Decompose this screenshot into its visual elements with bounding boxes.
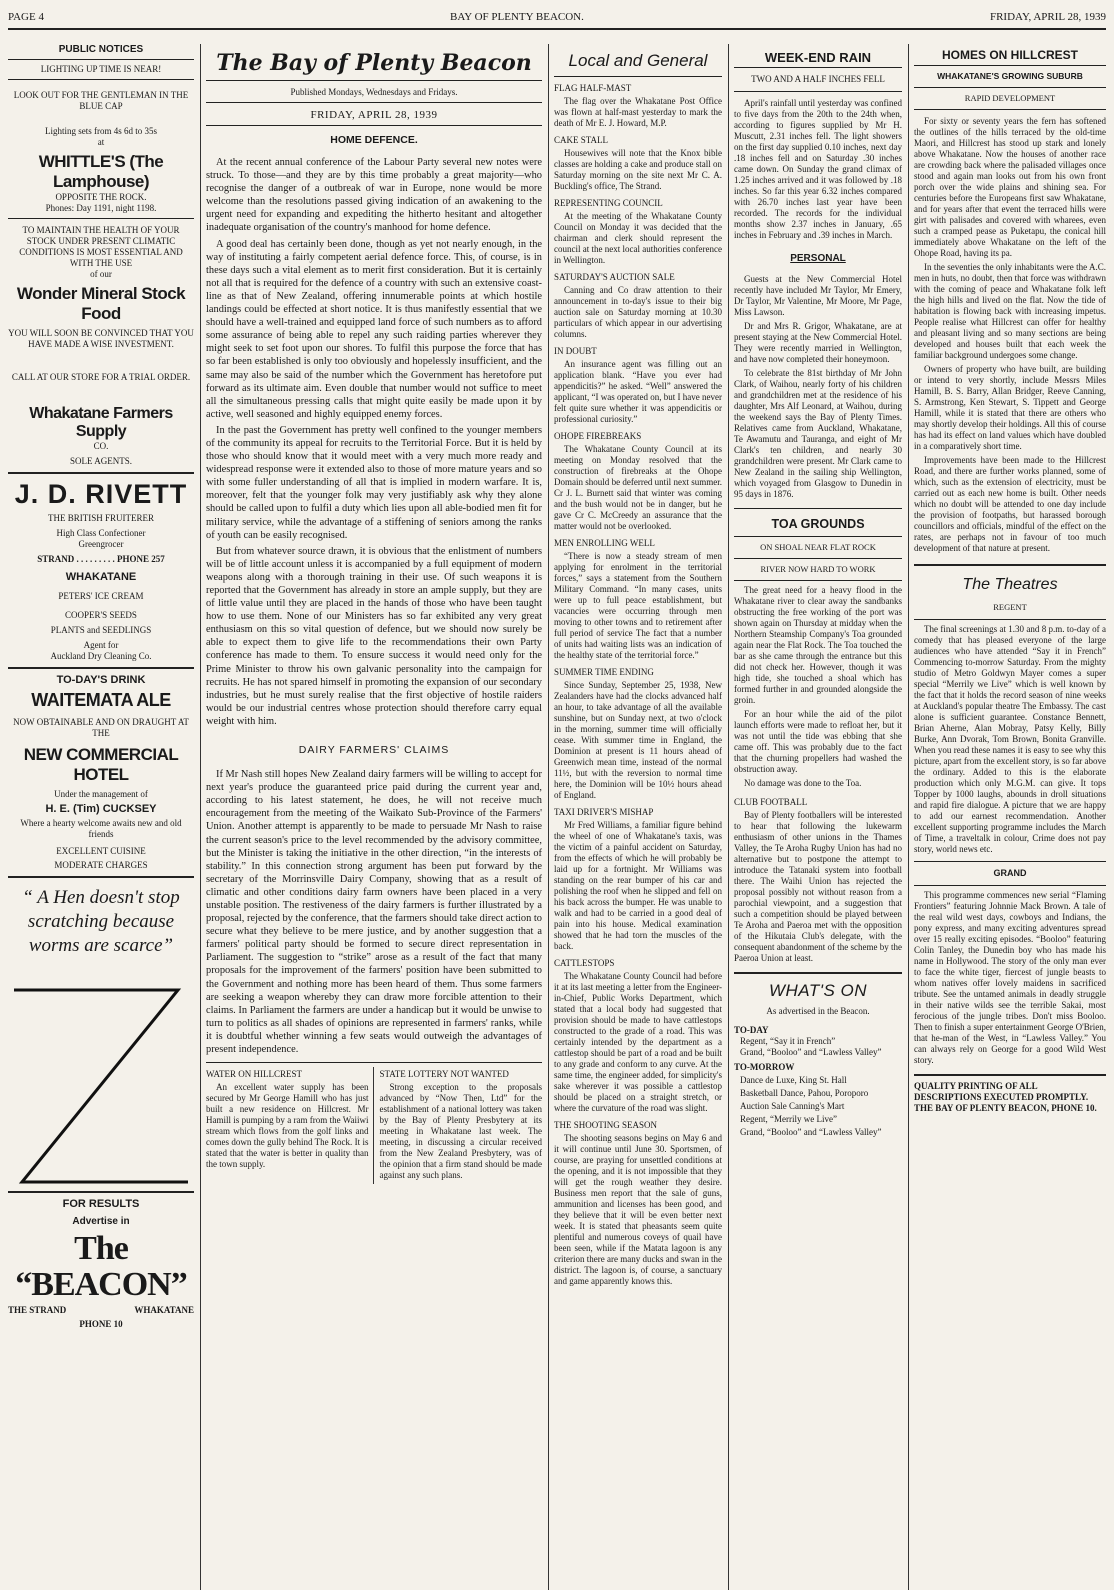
newspaper-name: BAY OF PLENTY BEACON. bbox=[450, 11, 584, 23]
column-rule bbox=[548, 44, 549, 1590]
rivett-phone: STRAND . . . . . . . . . PHONE 257 bbox=[37, 554, 165, 564]
hillcrest-paragraph: Improvements have been made to the Hillcrest Road, and there are further works planned, some of which, such as the extension of electricity, must be carried out as each new home is built. Other needs which no doubt will be attended to one day include the provision of footpaths, but harassed borough councillors and officials, mindful of the effect on the rates, are perhaps not in favour of too much development of that nature at present. bbox=[914, 455, 1106, 553]
beacon-town: WHAKATANE bbox=[134, 1305, 194, 1315]
page-number: PAGE 4 bbox=[8, 11, 44, 23]
rivett-confectioner: High Class Confectioner bbox=[56, 528, 146, 538]
news-heading: REPRESENTING COUNCIL bbox=[554, 198, 663, 208]
editorial-date: FRIDAY, APRIL 28, 1939 bbox=[310, 109, 438, 121]
local-general-title: Local and General bbox=[568, 51, 708, 70]
bottom-news-row bbox=[206, 1067, 542, 1184]
waitemata-ale: WAITEMATA ALE bbox=[31, 690, 171, 710]
the-beacon-logo: The “BEACON” bbox=[15, 1230, 187, 1303]
personal-title: PERSONAL bbox=[790, 253, 846, 264]
todays-drink: TO-DAY'S DRINK bbox=[56, 674, 146, 686]
hen-advertisement bbox=[8, 886, 194, 1186]
new-commercial-hotel: NEW COMMERCIAL HOTEL bbox=[23, 745, 179, 784]
hotel-welcome: Where a hearty welcome awaits new and old friends bbox=[20, 818, 182, 839]
toa-sub-2: RIVER NOW HARD TO WORK bbox=[760, 564, 876, 574]
regent-text: The final screenings at 1.30 and 8 p.m. to-day of a comedy that has pleased everyone of the large audiences who have attended “Say it in French” Commencing to-morrow Saturday. From the mighty studio of Metro Goldwyn Mayer comes a super special “Merrily we Live” which is well known by the fact that it holds the record season of nine weeks at Auckland's popular theatre The Embassy. The cast alone is sufficient guarantee. Constance Bennett, Brian Aherne, Alan Mobray, Patsy Kelly, Billy Burke, Ann Dvorak, Tom Brown, Bonita Granville. When you read these names it is easy to see why this picture, apart from the excellent story, is so far above the ordinary. Added to this is the elaborate production which only M.G.M. can give. It tops Topper by 1000 laughs, abounds in droll situations and rapid fire dialogue. A picture that we are happy to add our earnest recommendation. Another excellent supporting programme includes the March of Time, a traveltalk in colour, Crime does not pay story, world news etc. bbox=[914, 624, 1106, 854]
advertise-in: Advertise in bbox=[72, 1216, 130, 1227]
news-text: Housewives will note that the Knox bible classes are holding a cake and produce stall on Saturday morning on the site next Mr C. A. Buckling's office, The Strand. bbox=[554, 148, 722, 191]
news-heading: STATE LOTTERY NOT WANTED bbox=[379, 1069, 509, 1080]
hen-quote: “ A Hen doesn't stop scratching because worms are scarce” bbox=[22, 887, 180, 956]
ad-of-our: of our bbox=[90, 269, 112, 279]
listing-item: Regent, “Say it in French” bbox=[740, 1036, 836, 1046]
news-text: An excellent water supply has been secured by Mr George Hamill who has just built a new residence on Hillcrest. Mr Hamill is pumping by a ram from the Waiiwi stream which flows from the golf links and comes down the gully behind The Rock. It is stated that the water is better in quality than the town supply. bbox=[206, 1082, 369, 1170]
news-heading: SUMMER TIME ENDING bbox=[554, 667, 654, 677]
rivett-name: J. D. RIVETT bbox=[14, 479, 188, 509]
dairy-article bbox=[206, 768, 542, 1056]
whittles-phones: Phones: Day 1191, night 1198. bbox=[45, 203, 157, 213]
beacon-address bbox=[8, 1305, 194, 1315]
news-heading: CAKE STALL bbox=[554, 135, 609, 145]
news-heading: OHOPE FIREBREAKS bbox=[554, 431, 642, 441]
now-obtainable: NOW OBTAINABLE AND ON DRAUGHT AT THE bbox=[13, 717, 189, 738]
page-header bbox=[8, 6, 1106, 30]
beacon-street: THE STRAND bbox=[8, 1305, 67, 1315]
ad-lighting-headline: LIGHTING UP TIME IS NEAR! bbox=[40, 64, 162, 74]
article-paragraph: At the recent annual conference of the Labour Party several new notes were struck. To those—and they are by this time probably a great majority—who recognise the danger of a outbreak of war in Europe, none would be more welcome than the resolutions passed giving indication of an awakening to the urgent need for expanding and expediting the hitherto hesitant and altogether inadequate organisation of the country's manhood for home defence. bbox=[206, 157, 542, 234]
header-date: FRIDAY, APRIL 28, 1939 bbox=[989, 11, 1106, 23]
toa-sub-1: ON SHOAL NEAR FLAT ROCK bbox=[760, 542, 876, 552]
tomorrow-heading: TO-MORROW bbox=[734, 1062, 795, 1072]
news-heading: WATER ON HILLCREST bbox=[206, 1069, 302, 1080]
ad-call-store: CALL AT OUR STORE FOR A TRIAL ORDER. bbox=[11, 372, 191, 382]
news-item bbox=[554, 135, 722, 192]
news-heading: FLAG HALF-MAST bbox=[554, 83, 632, 93]
quality-printing: QUALITY PRINTING OF ALL DESCRIPTIONS EXECUTED PROMPTLY. THE BAY OF PLENTY BEACON, PHONE 10. bbox=[914, 1081, 1097, 1113]
published-days: Published Mondays, Wednesdays and Fridays. bbox=[290, 87, 458, 97]
ad-convinced: YOU WILL SOON BE CONVINCED THAT YOU HAVE MADE A WISE INVESTMENT. bbox=[8, 328, 194, 349]
masthead: The Bay of Plenty Beacon bbox=[216, 50, 532, 76]
hillcrest-sub-1: WHAKATANE'S GROWING SUBURB bbox=[937, 71, 1083, 81]
ad-lookout-text: LOOK OUT FOR THE GENTLEMAN IN THE BLUE CAP bbox=[13, 90, 189, 111]
farmers-supply-name: Whakatane Farmers Supply bbox=[29, 405, 173, 440]
hillcrest-column bbox=[914, 44, 1106, 1590]
column-rule bbox=[908, 44, 909, 1590]
news-item bbox=[554, 807, 722, 952]
sole-agents: SOLE AGENTS. bbox=[69, 456, 132, 466]
toa-paragraph: For an hour while the aid of the pilot launch efforts were made to refloat her, but it was not until the tide was ebbing that she came off. This was probably due to the fact that the churning propellers had washed the obstruction away. bbox=[734, 709, 902, 774]
zigzag-graphic bbox=[8, 986, 194, 1186]
plants-seedlings: PLANTS and SEEDLINGS bbox=[50, 625, 152, 635]
news-heading: CATTLESTOPS bbox=[554, 958, 615, 968]
weekend-rain-sub: TWO AND A HALF INCHES FELL bbox=[751, 74, 885, 84]
news-text: The Whakatane County Council at its meeting on Monday resolved that the construction of firebreaks at the Ohope Domain should be deferred until next summer. Cr J. L. Burnett said that winter was coming and the bush would not be in danger, but he gave Cr C. McCreedy an assurance that the matter would not be overlooked. bbox=[554, 444, 722, 531]
local-general-column bbox=[554, 44, 722, 1590]
personal-paragraph: Guests at the New Commercial Hotel recently have included Mr Taylor, Mr Emery, Dr Taylor, Mr Valentine, Mr Moore, Mr Page, Miss Lawson. bbox=[734, 274, 902, 317]
hotel-manager: H. E. (Tim) CUCKSEY bbox=[45, 803, 157, 815]
column-rule bbox=[200, 44, 201, 1590]
listing-item: Grand, “Booloo” and “Lawless Valley” bbox=[740, 1047, 882, 1057]
listing-item: Basketball Dance, Pahou, Poroporo bbox=[740, 1088, 869, 1098]
theatres-title: The Theatres bbox=[962, 576, 1058, 593]
rivett-town: WHAKATANE bbox=[65, 571, 137, 583]
ads-column bbox=[8, 44, 194, 1590]
grand-heading: GRAND bbox=[993, 868, 1027, 878]
dairy-farmers-title: DAIRY FARMERS' CLAIMS bbox=[298, 744, 450, 757]
rivett-fruiterer: THE BRITISH FRUITERER bbox=[47, 513, 154, 523]
listing-item: Auction Sale Canning's Mart bbox=[740, 1101, 845, 1111]
farmers-supply-co: CO. bbox=[93, 441, 109, 451]
article-paragraph: If Mr Nash still hopes New Zealand dairy farmers will be willing to accept for next year's produce the guaranteed price paid during the current year and, according to his latest statement, he does, he will not receive much encouragement from the meeting of the Waikato Sub-Province of the Farmers' Union. Another attempt is apparently to be made to persuade Mr Nash to raise the current season's price to the level recommended by the advisory committee, but the Minister is taking the initiative in the other direction, “in the interests of stability.” In this connection strong argument has been put forward by the secretary of the Morrinsville Dairy Company, showing that as a result of climatic and other conditions dairy farm owners have been placed in a very unstable position. The restiveness of the dairy farmers is further illustrated by a proposal, rejected by the conference, that the farmers should take direct action to secure what they believe to be mere justice, and by another suggestion that a farmers' political party should be formed to secure direct representation in Parliament. The suggestion to “strike” arose as a result of the fact that many proposals for the improvement of the farmers' position have been submitted to the Government and nothing more has been heard of them. Thus some farmers are seeking a weapon whereby they can draw more forcible attention to their claims. In Parliament the farmers are under a handicap but it would be unwise to turn to politics as all shades of opinions are represented in farmers' ranks, while it is doubtful whether winning a few seats would outweigh the advantages of present independence. bbox=[206, 769, 542, 1055]
news-text: Strong exception to the proposals advanced by “Now Then, Ltd” for the establishment of a national lottery was taken by the Bay of Plenty Presbytery at its meeting in Whakatane last week. The meeting, in discussing a circular received from the New Zealand Presbytery, was of the opinion that a firm stand should be made against any such plans. bbox=[379, 1082, 542, 1181]
news-column bbox=[734, 44, 902, 1590]
hillcrest-paragraph: For sixty or seventy years the fern has softened the outlines of the hills terraced by the old-time Maori, and Hillcrest has stood up stark and lonely above Whakatane. Now the houses of another race are crowding back where the palisaded villages once stood and again man looks out from his own front porch over the wide plains and shining sea. For centuries before the Europeans first saw Whakatane, and for years after that event the terraced hills were girt with palisades and covered with wharees, even such a cramped pease as Puketapu, the conical hill immediately above Whakatane on the left of the Ohope Road, having its pa. bbox=[914, 116, 1106, 258]
personal-paragraph: Dr and Mrs R. Grigor, Whakatane, are at present staying at the New Commercial Hotel. They were recently married in Wellington, and have now completed their honeymoon. bbox=[734, 321, 902, 364]
listing-item: Grand, “Booloo” and “Lawless Valley” bbox=[740, 1127, 882, 1137]
auckland-dry-cleaning: Auckland Dry Cleaning Co. bbox=[50, 651, 152, 661]
toa-grounds-title: TOA GROUNDS bbox=[771, 517, 865, 531]
hotel-cuisine: EXCELLENT CUISINE bbox=[56, 846, 146, 856]
listing-item: Dance de Luxe, King St. Hall bbox=[740, 1075, 847, 1085]
state-lottery-item bbox=[380, 1067, 543, 1184]
coopers-seeds: COOPER'S SEEDS bbox=[65, 610, 137, 620]
news-text: The Whakatane County Council had before it at its last meeting a letter from the Engineer-in-Chief, Public Works Department, which stated that a local body had suggested that provision should be made to have cattlestops constructed to the grade of a road. This was certainly intended by the department as a cattlestop should be part of a road and be built to any grade and conform to any curve. At the same time, the engineer added, for simplicity's sake wherever it was possible a cattlestop should be placed on a straight stretch, or where the curvature of the road was slight. bbox=[554, 971, 722, 1113]
club-football-title: CLUB FOOTBALL bbox=[734, 797, 808, 807]
toa-paragraph: No damage was done to the Toa. bbox=[744, 778, 862, 788]
news-text: Mr Fred Williams, a familiar figure behind the wheel of one of Whakatane's taxis, was the victim of a painful accident on Saturday, from the effects of which he will probably be laid up for a fortnight. Mr Williams was standing on the rear bumper of his car and polishing the roof when he slipped and fell on his back across the bumper. He was unable to walk and had to be carried in a good deal of pain into his house. Medical examination showed that he had torn the muscles of the back. bbox=[554, 820, 722, 951]
regent-heading: REGENT bbox=[993, 602, 1027, 612]
news-item bbox=[554, 83, 722, 129]
article-paragraph: But from whatever source drawn, it is obvious that the enlistment of numbers will be of little account unless it is accompanied by a full equipment of modern weapons along with a thorough training in their use. Of such weapons it is reported that the Government has already in store an ample supply, but they are of little value until they are placed in the hands of those who have been taught how to use them. None of our Ministers has so far exhibited any very great enthusiasm on this so vital question of defence, but we should now surely be able to expect them to give life to the recommendations their own Party conference has made to them. To ensure success it would need only for the Prime Minister to throw his own galvanic personality into the campaign for recruits. He has not spared himself in promoting the expansion of our secondary industries, but he must surely realise that the first objective of hostile raiders would be our industrial centres whose protection should therefore carry equal weight with him. bbox=[206, 545, 542, 727]
beacon-phone: PHONE 10 bbox=[79, 1319, 123, 1329]
tomorrow-list bbox=[740, 1075, 902, 1138]
wonder-stock-food: Wonder Mineral Stock Food bbox=[16, 284, 186, 323]
news-text: At the meeting of the Whakatane County Council on Monday it was decided that the chairman and clerk should represent the council at the next local authorities conference in Wellington. bbox=[554, 211, 722, 265]
ad-stock-text: TO MAINTAIN THE HEALTH OF YOUR STOCK UNDER PRESENT CLIMATIC CONDITIONS IS MOST ESSENTIAL AND WITH THE USE bbox=[19, 225, 183, 268]
news-text: “There is now a steady stream of men applying for enrolment in the territorial forces,” says a statement from the Southern Military Command. “In many cases, units were up to full peace establishment, but vacancies were occurring through men moving to other towns and to retirement after full period of service The fact that a number of units had waiting lists was an indication of the healthy state of the territorial force.” bbox=[554, 551, 722, 660]
rain-text: April's rainfall until yesterday was confined to five days from the 20th to the 24th when, according to figures supplied by Mr H. Muscutt, 2.31 inches fell. The light showers on the first day supplied 0.10 inches, next day .18 inches fell and on Saturday .30 inches came down. On Sunday the grand climax of 1.25 inches arrived and it was followed by .18 inches. So far this year 6.32 inches compared with 26.70 inches last year have been recorded. The records for the individual months show 2.37 inches in January, .65 inches in February and .39 inches in March. bbox=[734, 98, 902, 240]
public-notices-heading: PUBLIC NOTICES bbox=[58, 44, 144, 55]
local-news-list bbox=[554, 83, 722, 1287]
news-item bbox=[554, 538, 722, 661]
hillcrest-paragraph: In the seventies the only inhabitants were the A.C. men in huts, no doubt, then that force was withdrawn with the coming of peace and Whakatane folk left the high hills and lived on the flat. Now the tide of habitation is flowing back with increasing impetus. People realise what Hillcrest can offer for healthy and pleasant living and so many sections are being developed and houses built that each week the familiar background undergoes some change. bbox=[914, 262, 1106, 360]
home-defence-title: HOME DEFENCE. bbox=[330, 134, 418, 146]
whats-on-sub: As advertised in the Beacon. bbox=[766, 1006, 870, 1016]
news-item bbox=[554, 431, 722, 532]
news-item bbox=[554, 346, 722, 425]
hillcrest-paragraph: Owners of property who have built, are building or intend to very shortly, include Messrs Miles Hamill, B. S. Barry, Allan Bridger, Reeve Canning, S. Armstrong, Ken Stewart, S. Tippett and George Hamill, while it is stated that there are others who may shortly develop their holdings. All this of course has had its effect on land values which have doubled in a comparatively short time. bbox=[914, 364, 1106, 451]
today-list bbox=[740, 1036, 902, 1058]
news-item bbox=[554, 272, 722, 340]
news-item bbox=[554, 667, 722, 801]
news-heading: SATURDAY'S AUCTION SALE bbox=[554, 272, 675, 282]
news-heading: THE SHOOTING SEASON bbox=[554, 1120, 657, 1130]
club-football-text: Bay of Plenty footballers will be interested to hear that following the lukewarm enthusiasm of other unions in the Thames Valley, the Te Aroha Rugby Union has had no alternative but to postpone the attempt to introduce the Tatanaki system into football there. The Waihi Union has rejected the proposal possibly not without reason from a parochial viewpoint, and a suggestion that such a competition should be played between Te Aroha and Paeroa met with the opposition of the Hikutaia Club's delegate, with the consequent abandonment of the scheme by the Paeroa Union at least. bbox=[734, 810, 902, 963]
news-item bbox=[554, 1120, 722, 1287]
column-rule bbox=[728, 44, 729, 1590]
news-text: An insurance agent was filling out an application blank. “Have you ever had appendicitis?” he asked. “Well” answered the applicant, “I was operated on, but I have never felt quite sure whether it was appendicitis or professional curiosity.” bbox=[554, 359, 722, 424]
water-hillcrest-item bbox=[206, 1067, 374, 1184]
news-text: The flag over the Whakatane Post Office was flown at half-mast yesterday to mark the death of Mr E. J. Howard, M.P. bbox=[554, 96, 722, 128]
news-item bbox=[554, 198, 722, 266]
homes-hillcrest-title: HOMES ON HILLCREST bbox=[941, 48, 1078, 62]
hillcrest-sub-2: RAPID DEVELOPMENT bbox=[964, 93, 1056, 103]
personal-paragraph: To celebrate the 81st birthday of Mr John Clark, of Waihou, nearly forty of his children and grandchildren met at the residence of his daughter, Mrs Alf Leonard, at Waihou, during the weekend says the Bay of Plenty Times. Relatives came from Auckland, Whakatane, Te Awamutu and Tauranga, and eight of Mr Clark's ten children, and nearly 30 grandchildren were present. Mr Clark came to New Zealand in the sailing ship Wellington, which voyaged from Glasgow to Dunedin in 95 days in 1876. bbox=[734, 368, 902, 499]
peters-ice-cream: PETERS' ICE CREAM bbox=[58, 591, 144, 601]
grand-text: This programme commences new serial “Flaming Frontiers” featuring Johnnie Mack Brown. A tale of the real wild west days, cowboys and Indians, the pony express, and many exciting adventures spread over 15 really exciting episodes. “Booloo” featuring Colin Tanley, the Dunedin boy who has made his name in Hollywood. The story of the only man ever to face the white tiger, fiercest of jungle beasts to whom natives offer lovely maidens in sacrificed tribute. See the untamed animals in deadly struggle in their native wilds see the terrible Sakai, most ferocious of the jungle tribes. Don't miss Booloo. Then to finish a super entertainment George O'Brien, that he-man of the West, in “Lawless Valley.” You can always rely on George for a good Wild West story. bbox=[914, 890, 1106, 1065]
news-text: Canning and Co draw attention to their announcement in to-day's issue to their big auction sale on Saturday morning at 10.30 particulars of which appear in our advertising columns. bbox=[554, 285, 722, 339]
whats-on-title: WHAT'S ON bbox=[768, 981, 868, 1000]
weekend-rain-title: WEEK-END RAIN bbox=[764, 50, 872, 65]
whittles-name: WHITTLE'S (The Lamphouse) bbox=[38, 152, 164, 191]
listing-item: Regent, “Merrily we Live” bbox=[740, 1114, 837, 1124]
editorial-column bbox=[206, 44, 542, 1590]
today-heading: TO-DAY bbox=[734, 1025, 769, 1035]
whittles-address: OPPOSITE THE ROCK. bbox=[55, 192, 147, 202]
for-results: FOR RESULTS bbox=[62, 1198, 140, 1210]
news-item bbox=[554, 958, 722, 1114]
toa-paragraph: The great need for a heavy flood in the Whakatane river to clear away the sandbanks obstructing the free working of the port was shown again on Thursday at midday when the Northern Steamship Company's Toa grounded again near the Flat Rock. The Toa touched the bar as she came through the entrance but this did not check her. However, though it was high tide, she touched a shoal which has formed further in and grounded alongside the groin. bbox=[734, 585, 902, 705]
rivett-greengrocer: Greengrocer bbox=[78, 539, 124, 549]
news-heading: IN DOUBT bbox=[554, 346, 597, 356]
article-paragraph: In the past the Government has pretty well confined to the younger members of the community its appeal for recruits to the Territorial Force. But it is held by those who should know that it would meet with a very much more ready and widespread response were it extended also to those of more mature years and so with some fuller understanding of all that is implied in modern warfare. It is, moreover, felt that the younger folk may very justifiably ask why they alone should be called upon to fulfil a duty which lies upon all able-bodied men fit for military service, while the advantage of a stiffening of seniors among the ranks of youth can be easily recognised. bbox=[206, 424, 542, 541]
news-heading: TAXI DRIVER'S MISHAP bbox=[554, 807, 654, 817]
home-defence-article bbox=[206, 156, 542, 728]
hotel-management: Under the management of bbox=[54, 789, 148, 799]
ad-at: at bbox=[97, 137, 105, 147]
news-text: The shooting seasons begins on May 6 and it will continue until June 30. Sportsmen, of course, are praying for unsettled conditions at the opening, and it is not impossible that they will get the rough weather they desire. Business men report that the sale of guns, ammunition and licenses has been good, and they believe that it will be even better next week. It is stated that pheasants seem quite plentiful and numerous coveys of quail have been seen, while if the Matata lagoon is any criterion there are many ducks and swan in the district. The lagoon is, of course, a sanctuary and game apparently knows this. bbox=[554, 1133, 722, 1286]
hotel-charges: MODERATE CHARGES bbox=[54, 860, 148, 870]
ad-lighting-sets: Lighting sets from 4s 6d to 35s bbox=[45, 126, 157, 136]
news-heading: MEN ENROLLING WELL bbox=[554, 538, 655, 548]
news-text: Since Sunday, September 25, 1938, New Zealanders have had the clocks advanced half an hour, to take advantage of all the available sunshine, but on Sunday next, at two o'clock in the morning, summer time will officially cease. With summer time in England, the Dominion at present is 11 hours ahead of Greenwich mean time, instead of the normal 11½, but with the reversion to normal time here, the Dominion will be 10½ hours ahead of England. bbox=[554, 680, 722, 800]
article-paragraph: A good deal has certainly been done, though as yet not nearly enough, in the way of instituting a fairly competent aerial defence force. This, of course, is in these days such a vital element as to merit first consideration. But it is certainly not all that is required for the defence of a country with such an extensive coast-line as that of New Zealand, offering innumerable points at which hostile landings could be effected at short notice. It is thus manifestly essential that we should have a well-trained and equipped land force of such numbers as to afford some assurance of being able to repel any such raiding parties wherever they might seek to set foot upon our shores. To fulfil this purpose the force that has so far been established is only too obviously and hopelessly insufficient, and the same may also be said of the number which the Government has heretofore put forward as its ultimate aim. Even double that number would not suffice to meet all the simultaneous pressing calls that might quite easily be made upon it by active, well seasoned and highly equipped enemy forces. bbox=[206, 238, 542, 420]
agent-for: Agent for bbox=[83, 640, 119, 650]
